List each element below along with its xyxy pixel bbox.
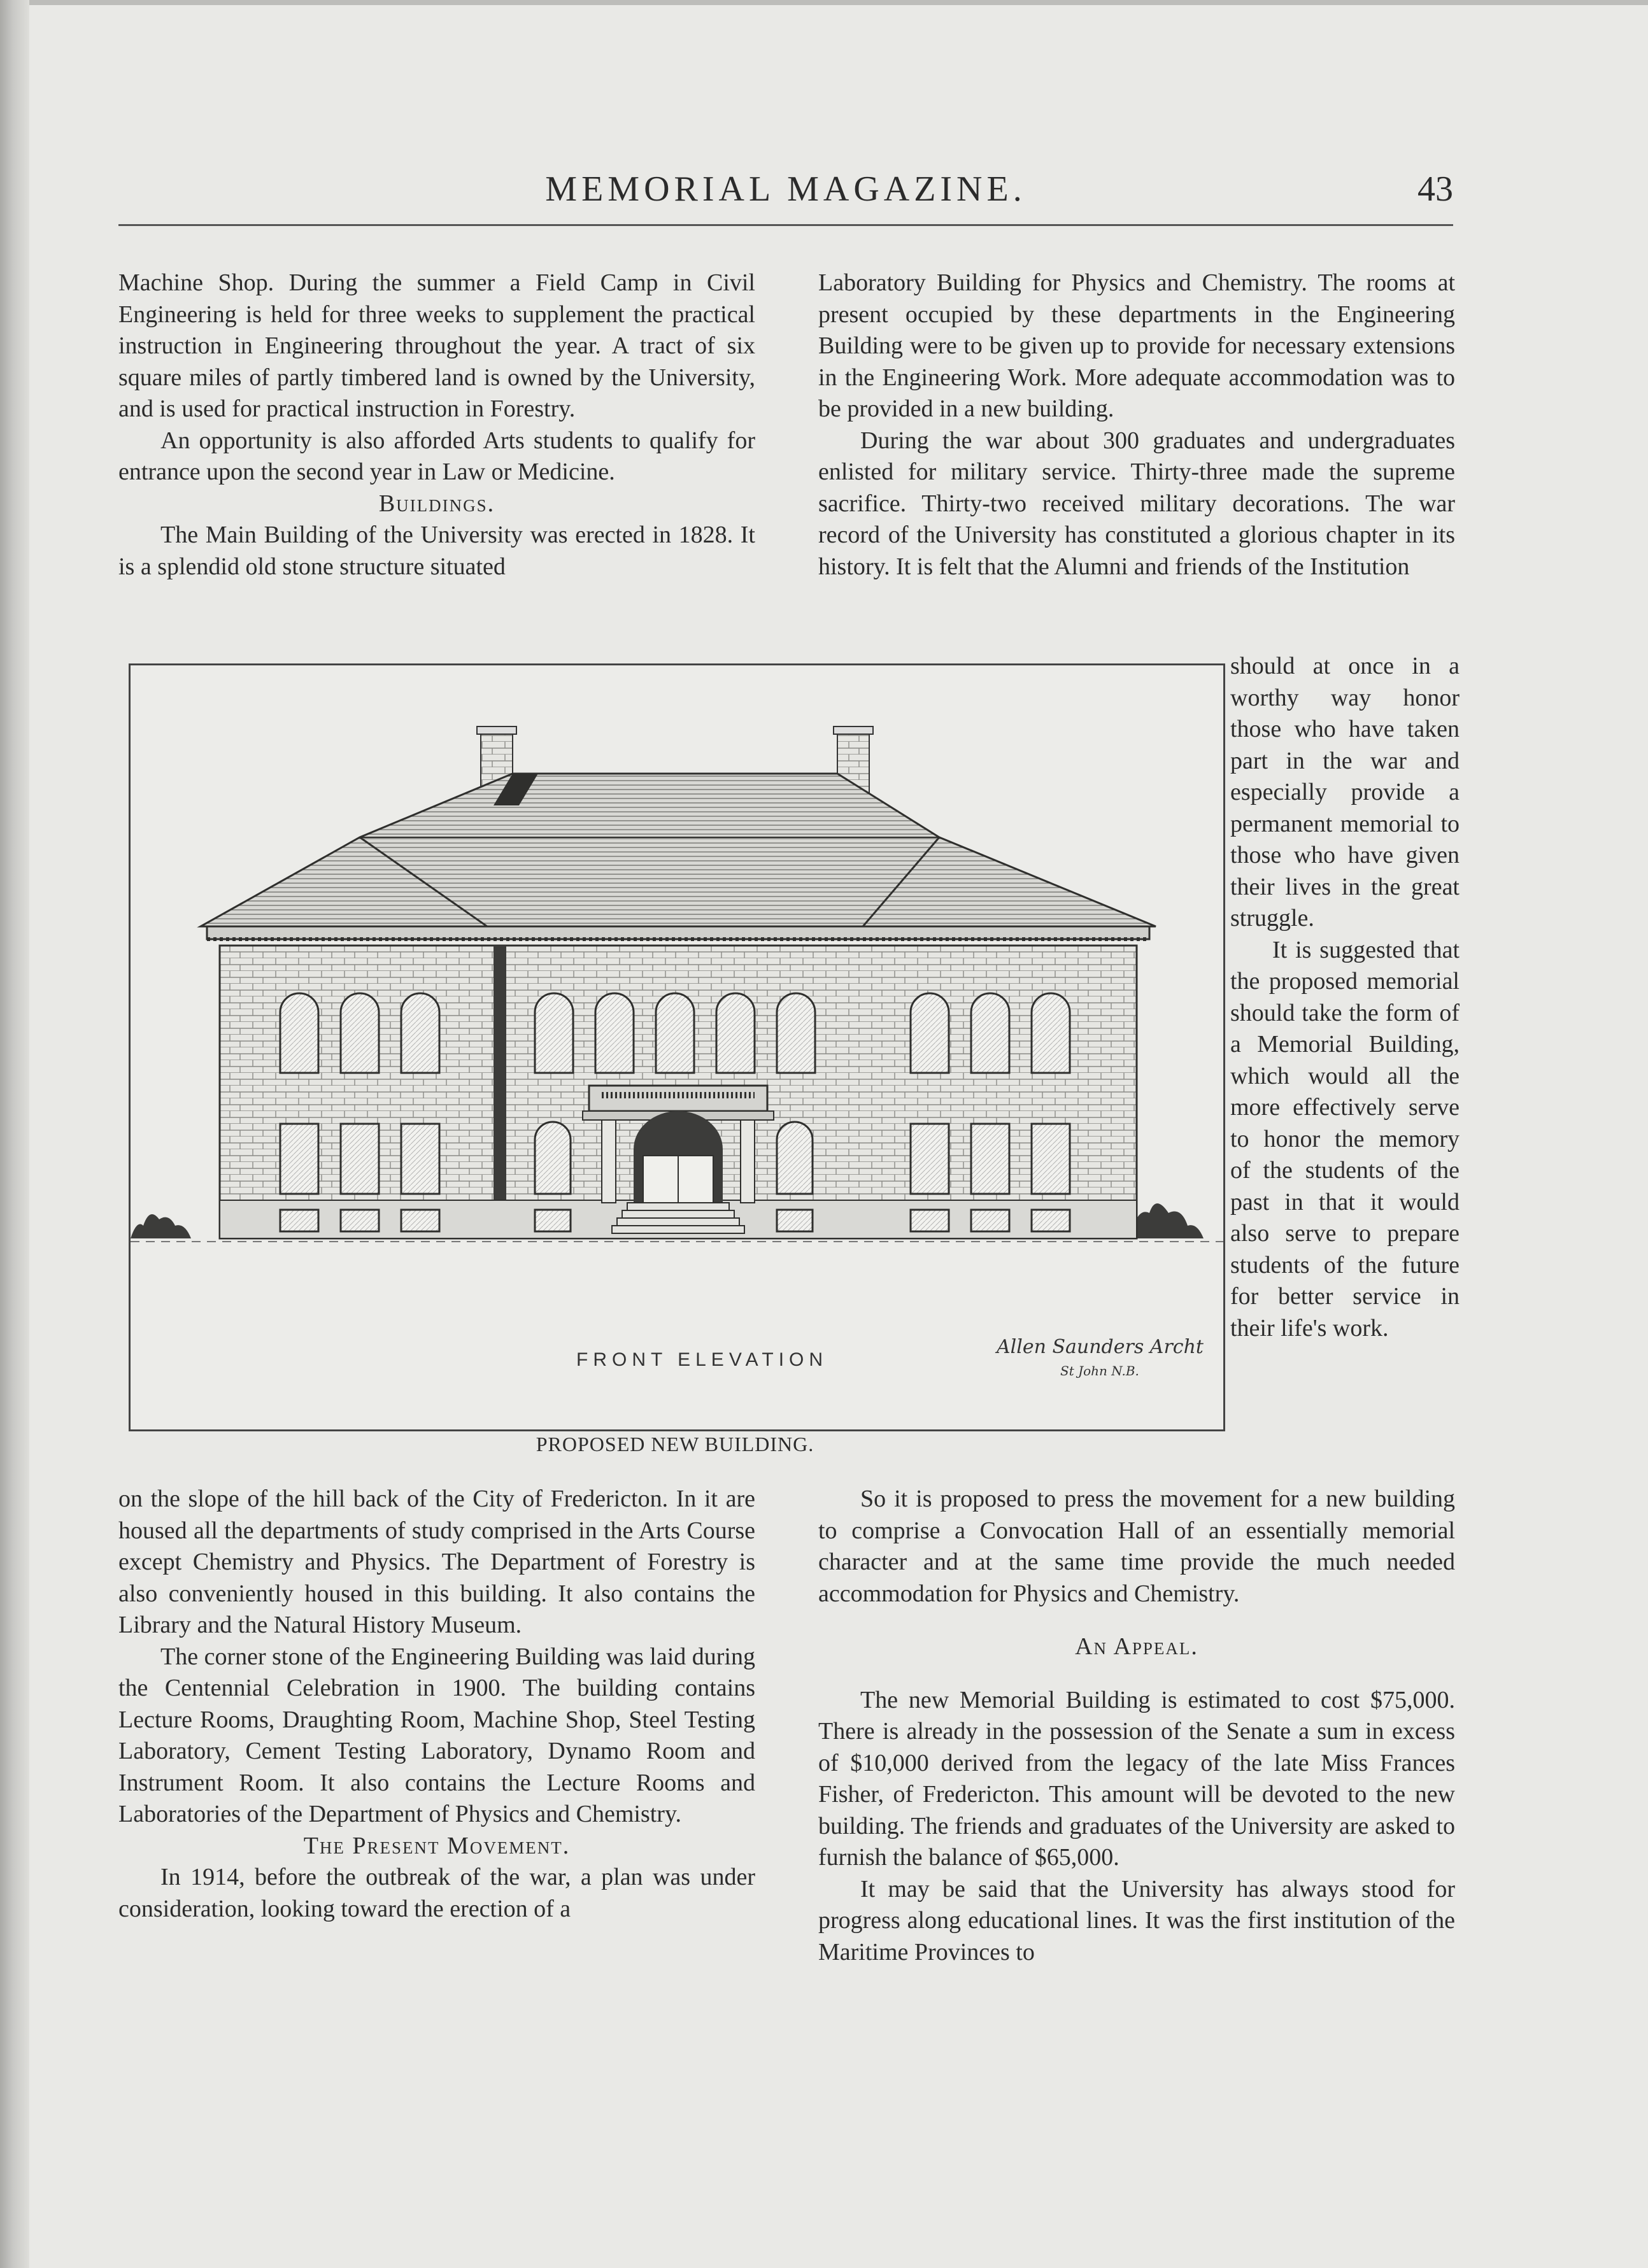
paragraph-war-record: During the war about 300 graduates and undergraduates enlisted for military service. Thirty-three made the supreme sacrifice. Thirty-two received military decorations. The war record of the University has constituted a glorious chapter in its history. It is felt that the Alumni and friends of the Institution (818, 427, 1455, 580)
running-title: MEMORIAL MAGAZINE. (545, 169, 1026, 209)
paragraph-cost-estimate: The new Memorial Building is estimated to cost $75,000. There is already in the possession of the Senate a sum in excess of $10,000 derived from the legacy of the late Miss Frances Fisher, of Fredericton. This amount will be devoted to the new building. The friends and graduates of the University are asked to furnish the balance of $65,000. (818, 1686, 1455, 1871)
paragraph-main-building: The Main Building of the University was erected in 1828. It is a splendid old stone structure situated (118, 521, 755, 580)
heading-buildings: Buildings. (378, 490, 495, 517)
heading-appeal: An Appeal. (1075, 1633, 1198, 1660)
book-spine-shadow (0, 0, 29, 2268)
trees-left (131, 1214, 191, 1238)
paragraph-arts-students: An opportunity is also afforded Arts students to qualify for entrance upon the second year in Law or Medicine. (118, 427, 755, 485)
right-column-top (818, 267, 1455, 583)
trees-right (1130, 1203, 1204, 1238)
paragraph-progress: It may be said that the University has always stood for progress along educational lines. It was the first institution of the Maritime Provinces to (818, 1875, 1455, 1966)
paragraph-honor: should at once in a worthy way honor those who have taken part in the war and especially provide a permanent memorial to those who have given their lives in the great struggle. (1230, 653, 1460, 932)
illustration-caption: PROPOSED NEW BUILDING. (536, 1433, 814, 1456)
architect-signature-location: St John N.B. (1060, 1363, 1139, 1379)
paragraph-main-building-continued: on the slope of the hill back of the City of Fredericton. In it are housed all the departments of study comprised in the Arts Course except Chemistry and Physics. The Department of Forestry is also conveniently housed in this building. It also contains the Library and the Natural History Museum. (118, 1485, 755, 1638)
page-header (118, 167, 1453, 224)
entrance-steps (612, 1203, 744, 1233)
left-column-bottom (118, 1484, 755, 1925)
heading-present-movement: The Present Movement. (303, 1832, 571, 1859)
paragraph-1914-plan: In 1914, before the outbreak of the war, a plan was under consideration, looking toward the erection of a (118, 1864, 755, 1922)
page-top-edge (0, 0, 1648, 5)
paragraph-memorial-suggestion: It is suggested that the proposed memorial should take the form of a Memorial Building, which would all the more effectively serve to honor the memory of the students of the past in that it would also serve to prepare students of the future for better service in their life's work. (1230, 936, 1460, 1342)
building-elevation-drawing (131, 665, 1223, 1429)
paragraph-engineering-building: The corner stone of the Engineering Building was laid during the Centennial Celebration in 1900. The building contains Lecture Rooms, Draughting Room, Machine Shop, Steel Testing Laboratory, Cement Testing Laboratory, Dynamo Room and Instrument Room. It also contains the Lecture Rooms and Laboratories of the Department of Physics and Chemistry. (118, 1643, 755, 1827)
narrow-column (1230, 651, 1460, 1344)
architect-signature: Allen Saunders Archt (997, 1336, 1204, 1358)
elevation-label: FRONT ELEVATION (576, 1349, 828, 1370)
left-column-top (118, 267, 755, 583)
building-illustration (129, 663, 1225, 1431)
page-number: 43 (1417, 169, 1453, 209)
right-column-bottom (818, 1484, 1455, 1968)
header-rule (118, 224, 1453, 226)
paragraph-laboratory-building: Laboratory Building for Physics and Chemistry. The rooms at present occupied by these departments in the Engineering Building were to be given up to provide for necessary extensions in the Engineering Work. More adequate accommodation was to be provided in a new building. (818, 269, 1455, 422)
paragraph-convocation-hall: So it is proposed to press the movement for a new building to comprise a Convocation Hall of an essentially memorial character and at the same time provide the much needed accommodation for Physics and Chemistry. (818, 1485, 1455, 1607)
roof (201, 774, 1156, 939)
paragraph-machine-shop: Machine Shop. During the summer a Field Camp in Civil Engineering is held for three weeks to supplement the practical instruction in Engineering throughout the year. A tract of six square miles of partly timbered land is owned by the University, and is used for practical instruction in Forestry. (118, 269, 755, 422)
